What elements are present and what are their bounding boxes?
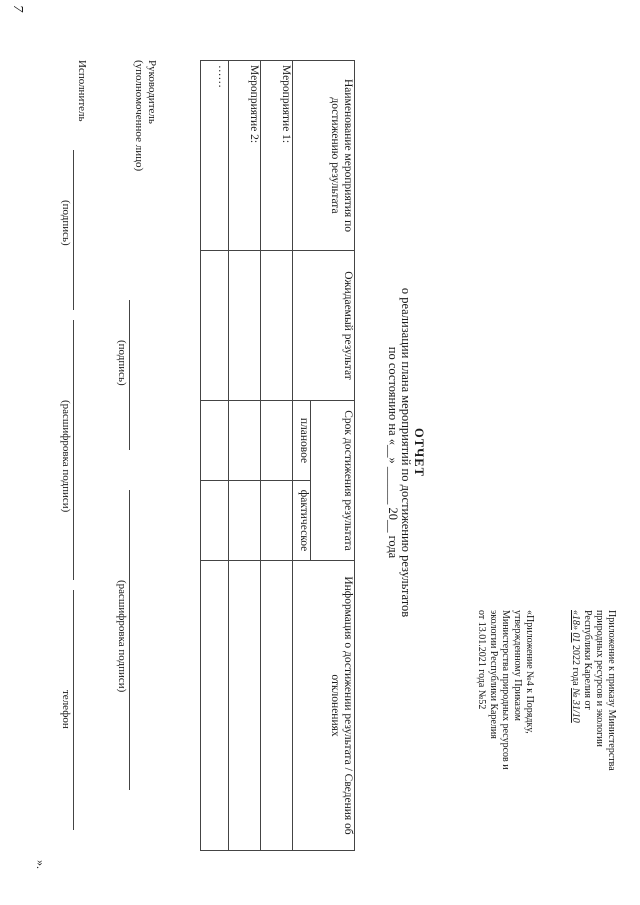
appendix-line: Республики Карелия от [582,610,593,710]
title-date-line: по состоянию на «__» ______ 20__ года [386,346,400,559]
table-cell [201,481,229,561]
appendix-number: № 31/10 [570,688,581,723]
appendix-note-line: утвержденному Приказом [512,610,523,721]
executor-decode-line [73,320,74,580]
appendix-note-line: Министерства природных ресурсов и [500,610,511,770]
executor-decode-caption: (расшифровка подписи) [60,400,72,513]
head-decode-caption: (расшифровка подписи) [116,580,128,693]
head-sign-caption: (подпись) [116,340,128,386]
appendix-year: 2022 года [570,645,581,686]
header-planned: плановое [293,401,311,481]
title-heading: ОТЧЕТ [412,428,426,477]
table-cell [261,481,293,561]
phone-line [73,590,74,830]
table-cell [261,401,293,481]
table-row-label: …… [201,61,229,251]
head-label [132,60,158,171]
appendix-month: 01 [570,632,581,643]
table-row-label: Мероприятие 1: [261,61,293,251]
header-information: Информация о достижении результата / Сведения об отклонениях [293,561,355,851]
appendix-note-line: «Приложение №4 к Порядку, [524,610,535,734]
table-cell [229,401,261,481]
table-cell [201,251,229,401]
table-cell [229,251,261,401]
appendix-date [569,610,581,840]
appendix-line: природных ресурсов и экологии [594,610,605,747]
table-cell [229,481,261,561]
table-row-label: Мероприятие 2: [229,61,261,251]
table-cell [261,251,293,401]
header-activity-name: Наименование мероприятия по достижению результата [293,61,355,251]
title-subheading: о реализации плана мероприятий по достижению результатов [399,287,413,618]
appendix-note-line: экологии Республики Карелия [488,610,499,739]
appendix-note-block [475,610,535,840]
closing-mark: ». [34,860,48,869]
executor-label: Исполнитель [76,60,88,122]
header-expected-result: Ожидаемый результат [293,251,355,401]
header-term: Срок достижения результата [311,401,355,561]
table-cell [201,401,229,481]
appendix-block [569,610,617,840]
executor-sign-caption: (подпись) [60,200,72,246]
appendix-line: Приложение к приказу Министерства [606,610,617,771]
head-subtitle: (уполномоченное лицо) [133,60,145,172]
appendix-day: «18» [570,610,581,630]
table-cell [201,561,229,851]
head-title: Руководитель [146,60,158,124]
head-decode-line [129,490,130,790]
phone-caption: телефон [60,690,72,729]
head-sign-line [129,300,130,450]
table-cell [261,561,293,851]
report-table [200,60,355,851]
page-number: 7 [10,5,25,12]
header-actual: фактическое [293,481,311,561]
table-cell [229,561,261,851]
executor-sign-line [73,150,74,310]
report-title [386,0,425,905]
appendix-note-line: от 13.01.2021 года №52 [476,610,487,710]
